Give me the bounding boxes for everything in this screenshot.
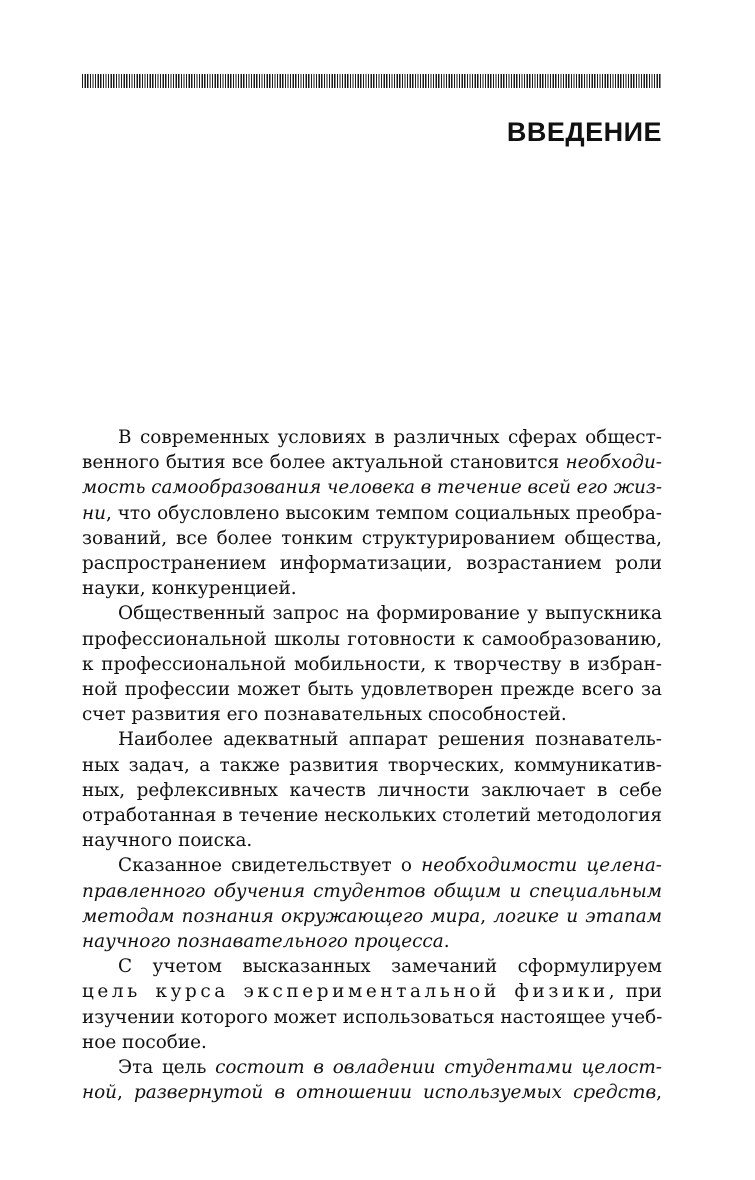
paragraph-4 (82, 853, 662, 954)
text-line: мость самообразования человека в течение всей его жиз- (82, 477, 662, 499)
chapter-title: ВВЕДЕНИЕ (506, 117, 662, 147)
text-line: Эта цель состоит в овладении студентами целост- (118, 1057, 662, 1079)
text-line: Сказанное свидетельствует о необходимости целена- (118, 855, 663, 877)
text-line: ной, развернутой в отношении используемых средств, (82, 1082, 663, 1104)
text-line: к профессиональной мобильности, к творчеству в избран- (82, 653, 662, 675)
text-line: В современных условиях в различных сферах общест- (118, 427, 662, 448)
paragraph-2 (82, 601, 662, 727)
text-line: науки, конкуренцией. (82, 578, 297, 600)
text-line: венного бытия все более актуальной становится необходи- (82, 452, 662, 474)
text-line: изучении которого может использоваться настоящее учеб- (82, 1006, 663, 1028)
text-line: отработанная в течение нескольких столетий методология (82, 805, 662, 827)
text-line: Общественный запрос на формирование у выпускника (118, 603, 662, 625)
text-line: ных задач, а также развития творческих, коммуникатив- (82, 754, 662, 776)
text-line: правленного обучения студентов общим и специальным (82, 880, 662, 902)
text-line: зований, все более тонким структурированием общества, (82, 527, 662, 549)
text-line: ни, что обусловлено высоким темпом социальных преобра- (82, 502, 662, 524)
paragraph-1 (82, 425, 662, 601)
text-line: распространением информатизации, возрастанием роли (82, 553, 662, 575)
text-line: научного поиска. (82, 830, 253, 852)
text-line: ных, рефлексивных качеств личности заключает в себе (82, 779, 662, 801)
text-line: счет развития его познавательных способностей. (82, 704, 567, 726)
text-line: ной профессии может быть удовлетворен прежде всего за (82, 679, 662, 701)
text-line: Наиболее адекватный аппарат решения познаватель- (118, 729, 662, 751)
body-text (82, 425, 662, 1105)
header-rule (82, 74, 662, 88)
text-line: цель курса экспериментальной физики, при (82, 981, 662, 1003)
paragraph-3 (82, 727, 662, 853)
text-line: научного познавательного процесса. (82, 931, 450, 953)
text-line: профессиональной школы готовности к самообразованию, (82, 628, 662, 650)
paragraph-5 (82, 954, 662, 1055)
text-line: ное пособие. (82, 1031, 207, 1053)
text-line: С учетом высказанных замечаний сформулируем (118, 956, 662, 978)
text-line: методам познания окружающего мира, логике и этапам (82, 905, 662, 927)
paragraph-6 (82, 1055, 662, 1105)
